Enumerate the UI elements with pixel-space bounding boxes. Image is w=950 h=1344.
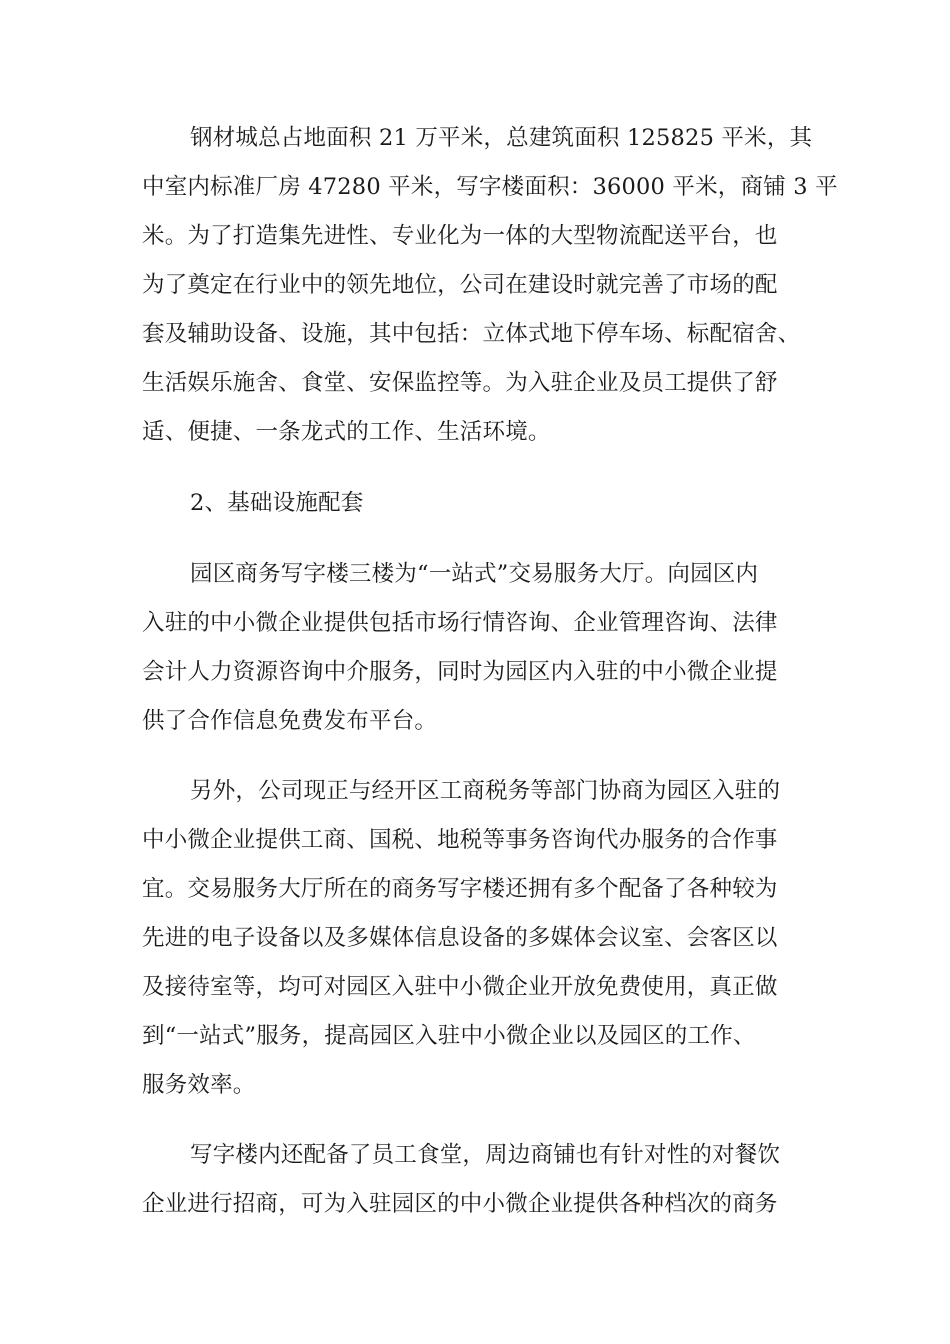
paragraph-1-line-1: 钢材城总占地面积 21 万平米，总建筑面积 125825 平米，其 [190,125,813,151]
paragraph-3-line-6: 到“一站式”服务，提高园区入驻中小微企业以及园区的工作、 [142,1023,756,1049]
paragraph-2-line-1: 园区商务写字楼三楼为“一站式”交易服务大厅。向园区内 [190,561,759,587]
paragraph-1-line-4: 为了奠定在行业中的领先地位，公司在建设时就完善了市场的配 [142,272,778,298]
paragraph-4-line-2: 企业进行招商，可为入驻园区的中小微企业提供各种档次的商务 [142,1191,778,1217]
paragraph-1-line-2: 中室内标准厂房 47280 平米，写字楼面积：36000 平米，商铺 3 平 [142,174,838,200]
paragraph-3-line-2: 中小微企业提供工商、国税、地税等事务咨询代办服务的合作事 [142,827,778,853]
paragraph-3-line-3: 宜。交易服务大厅所在的商务写字楼还拥有多个配备了各种较为 [142,876,778,902]
paragraph-3-line-1: 另外，公司现正与经开区工商税务等部门协商为园区入驻的 [190,778,781,804]
paragraph-1-line-7: 适、便捷、一条龙式的工作、生活环境。 [142,419,551,445]
paragraph-1-line-6: 生活娱乐施舍、食堂、安保监控等。为入驻企业及员工提供了舒 [142,370,778,396]
paragraph-1-line-5: 套及辅助设备、设施，其中包括：立体式地下停车场、标配宿舍、 [142,321,801,347]
paragraph-3-line-7: 服务效率。 [142,1072,256,1098]
section-heading: 2、基础设施配套 [190,490,364,516]
paragraph-1-line-3: 米。为了打造集先进性、专业化为一体的大型物流配送平台，也 [142,223,778,249]
paragraph-2-line-4: 供了合作信息免费发布平台。 [142,708,438,734]
paragraph-3-line-5: 及接待室等，均可对园区入驻中小微企业开放免费使用，真正做 [142,974,778,1000]
paragraph-3-line-4: 先进的电子设备以及多媒体信息设备的多媒体会议室、会客区以 [142,925,778,951]
paragraph-2-line-3: 会计人力资源咨询中介服务，同时为园区内入驻的中小微企业提 [142,659,778,685]
paragraph-4-line-1: 写字楼内还配备了员工食堂，周边商铺也有针对性的对餐饮 [190,1142,781,1168]
paragraph-2-line-2: 入驻的中小微企业提供包括市场行情咨询、企业管理咨询、法律 [142,610,778,636]
